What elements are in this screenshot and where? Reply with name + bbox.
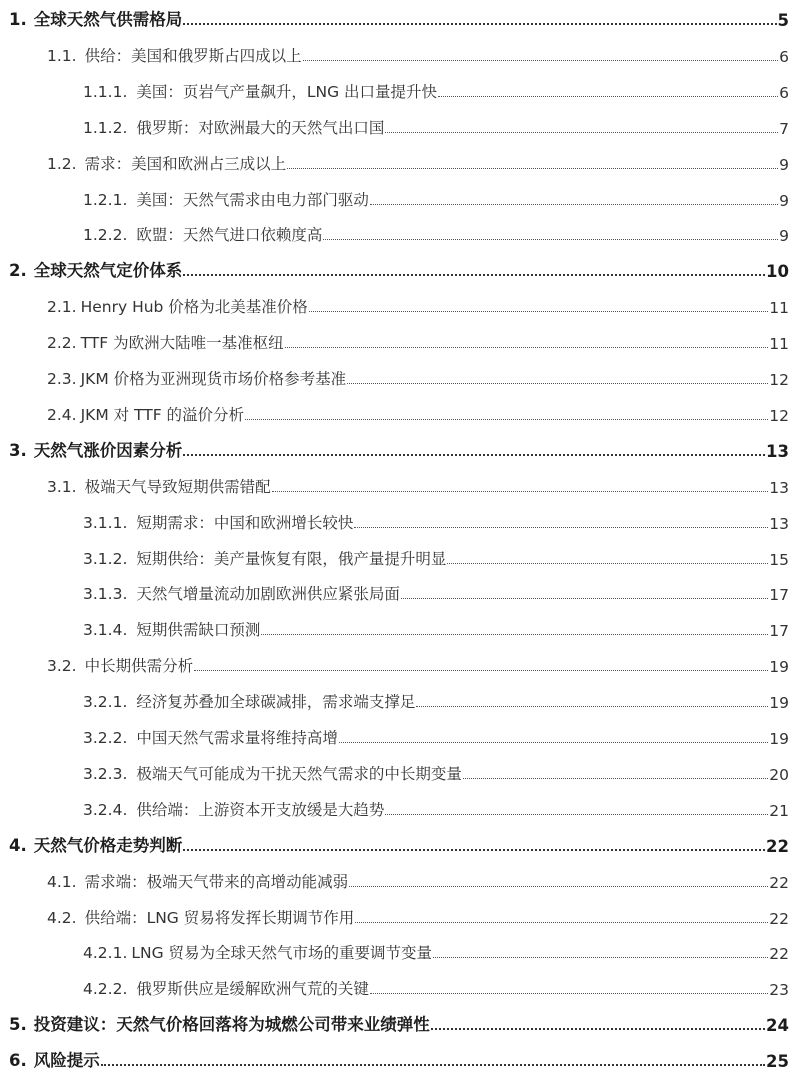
toc-entry-number: 4.2. — [47, 908, 77, 927]
toc-entry-title — [83, 80, 437, 102]
toc-entry-text: 供给端：上游资本开支放缓是大趋势 — [136, 800, 385, 819]
toc-entry-text: 天然气涨价因素分析 — [33, 440, 183, 460]
toc-entry-level-3[interactable] — [0, 794, 789, 820]
toc-entry-number: 4. — [9, 835, 27, 855]
toc-entry-page-number: 6 — [779, 83, 789, 102]
toc-entry-number: 1. — [9, 10, 27, 29]
toc-entry-page-number: 5 — [777, 11, 789, 30]
toc-entry-level-3[interactable] — [0, 578, 789, 604]
toc-entry-title — [83, 726, 338, 748]
toc-entry-level-2[interactable] — [0, 650, 789, 676]
toc-entry-number: 4.1. — [47, 872, 77, 891]
toc-entry-title — [47, 403, 244, 425]
toc-entry-number: 6. — [9, 1051, 27, 1071]
toc-entry-number: 4.2.2. — [83, 980, 128, 999]
toc-entry-text: 全球天然气定价体系 — [33, 261, 183, 281]
toc-entry-number: 5. — [9, 1015, 27, 1035]
toc-entry-number: 3.2. — [47, 657, 77, 676]
toc-entry-level-2[interactable] — [0, 399, 789, 425]
dot-leader — [287, 168, 778, 169]
toc-entry-number: 3. — [9, 440, 27, 460]
dot-leader — [355, 922, 768, 923]
toc-entry-title — [47, 654, 193, 676]
toc-entry-level-2[interactable] — [0, 327, 789, 353]
toc-entry-text: Henry Hub 价格为北美基准价格 — [80, 298, 308, 317]
toc-entry-page-number: 9 — [779, 191, 789, 210]
toc-entry-page-number: 22 — [769, 945, 789, 964]
toc-entry-level-2[interactable] — [0, 148, 789, 174]
toc-entry-text: 天然气价格走势判断 — [33, 835, 183, 855]
toc-entry-level-1[interactable] — [0, 435, 789, 461]
toc-entry-page-number: 22 — [766, 836, 789, 856]
dot-leader — [183, 454, 765, 456]
toc-entry-level-3[interactable] — [0, 112, 789, 138]
toc-entry-title — [47, 906, 354, 928]
dot-leader — [431, 1028, 765, 1030]
toc-entry-text: 短期需求：中国和欧洲增长较快 — [136, 513, 354, 532]
toc-entry-title — [83, 762, 462, 784]
toc-entry-page-number: 19 — [769, 658, 789, 677]
toc-entry-text: 极端天气导致短期供需错配 — [84, 477, 271, 496]
toc-entry-text: LNG 贸易为全球天然气市场的重要调节变量 — [131, 944, 433, 963]
toc-entry-level-3[interactable] — [0, 614, 789, 640]
toc-entry-title — [47, 331, 284, 353]
dot-leader — [261, 634, 768, 635]
dot-leader — [183, 849, 765, 851]
toc-entry-title — [9, 832, 182, 856]
toc-entry-number: 3.1.4. — [83, 621, 128, 640]
toc-entry-level-2[interactable] — [0, 866, 789, 892]
toc-entry-title — [83, 188, 369, 210]
toc-entry-title — [83, 116, 384, 138]
toc-entry-level-2[interactable] — [0, 291, 789, 317]
toc-entry-level-2[interactable] — [0, 471, 789, 497]
toc-entry-page-number: 22 — [769, 873, 789, 892]
toc-entry-number: 1.1. — [47, 46, 77, 65]
toc-entry-page-number: 20 — [769, 765, 789, 784]
toc-entry-title — [47, 44, 302, 66]
toc-entry-number: 3.2.2. — [83, 729, 128, 747]
toc-entry-title — [9, 1011, 430, 1035]
dot-leader — [370, 993, 768, 994]
dot-leader — [194, 670, 768, 671]
toc-entry-page-number: 13 — [769, 514, 789, 533]
toc-entry-text: JKM 对 TTF 的溢价分析 — [80, 405, 245, 424]
toc-entry-page-number: 12 — [769, 406, 789, 425]
toc-entry-number: 1.2.2. — [83, 226, 128, 245]
toc-entry-level-1[interactable] — [0, 255, 789, 281]
toc-entry-page-number: 24 — [766, 1016, 789, 1036]
dot-leader — [416, 706, 768, 707]
dot-leader — [438, 96, 778, 97]
toc-entry-level-2[interactable] — [0, 40, 789, 66]
toc-entry-level-3[interactable] — [0, 937, 789, 963]
toc-entry-text: 俄罗斯供应是缓解欧洲气荒的关键 — [136, 980, 369, 999]
toc-entry-level-1[interactable] — [0, 1009, 789, 1035]
toc-entry-title — [9, 437, 182, 461]
toc-entry-number: 1.2. — [47, 154, 77, 173]
dot-leader — [323, 239, 778, 240]
toc-entry-title — [9, 6, 182, 30]
toc-entry-number: 3.1. — [47, 477, 77, 496]
dot-leader — [354, 527, 768, 528]
toc-entry-number: 2.2. — [47, 334, 77, 353]
toc-entry-page-number: 6 — [779, 47, 789, 66]
toc-entry-page-number: 12 — [769, 371, 789, 389]
toc-entry-number: 4.2.1. — [83, 944, 128, 963]
toc-entry-number: 2. — [9, 261, 27, 281]
toc-entry-page-number: 9 — [779, 227, 789, 246]
toc-entry-page-number: 13 — [766, 441, 789, 461]
toc-entry-text: 短期供给：美产量恢复有限，俄产量提升明显 — [136, 549, 447, 568]
toc-entry-page-number: 25 — [766, 1052, 789, 1072]
toc-entry-text: JKM 价格为亚洲现货市场价格参考基准 — [80, 370, 347, 388]
toc-entry-number: 3.1.2. — [83, 549, 128, 568]
dot-leader — [385, 814, 768, 815]
toc-entry-text: 经济复苏叠加全球碳减排，需求端支撑足 — [136, 693, 416, 712]
toc-entry-text: TTF 为欧洲大陆唯一基准枢纽 — [80, 334, 284, 353]
toc-entry-page-number: 19 — [769, 730, 789, 748]
dot-leader — [303, 60, 779, 61]
toc-entry-page-number: 7 — [779, 119, 789, 138]
toc-entry-page-number: 21 — [769, 801, 789, 820]
toc-entry-level-3[interactable] — [0, 722, 789, 748]
toc-entry-number: 3.1.3. — [83, 585, 128, 604]
toc-entry-page-number: 15 — [769, 550, 789, 569]
toc-entry-text: 极端天气可能成为干扰天然气需求的中长期变量 — [136, 764, 462, 783]
toc-entry-title — [47, 295, 308, 317]
toc-entry-page-number: 17 — [769, 586, 789, 605]
toc-entry-title — [83, 798, 384, 820]
toc-entry-title — [9, 1047, 100, 1071]
toc-entry-level-2[interactable] — [0, 902, 789, 928]
dot-leader — [272, 491, 769, 492]
toc-entry-text: 俄罗斯：对欧洲最大的天然气出口国 — [136, 118, 385, 137]
toc-entry-text: 供给端：LNG 贸易将发挥长期调节作用 — [84, 908, 355, 927]
toc-entry-level-3[interactable] — [0, 76, 789, 102]
toc-entry-page-number: 11 — [769, 335, 789, 354]
toc-entry-level-1[interactable] — [0, 4, 789, 30]
toc-entry-title — [83, 223, 322, 245]
toc-entry-level-3[interactable] — [0, 973, 789, 999]
toc-entry-page-number: 23 — [769, 981, 789, 1000]
toc-entry-page-number: 22 — [769, 909, 789, 928]
toc-entry-text: 短期供需缺口预测 — [136, 621, 261, 640]
dot-leader — [349, 886, 768, 887]
toc-entry-level-3[interactable] — [0, 184, 789, 210]
toc-entry-text: 供给：美国和俄罗斯占四成以上 — [84, 46, 302, 65]
toc-entry-title — [83, 582, 400, 604]
toc-entry-text: 美国：天然气需求由电力部门驱动 — [136, 190, 369, 209]
toc-entry-text: 欧盟：天然气进口依赖度高 — [136, 226, 323, 245]
toc-entry-title — [9, 257, 182, 281]
toc-entry-level-3[interactable] — [0, 543, 789, 569]
toc-entry-text: 美国：页岩气产量飙升，LNG 出口量提升快 — [136, 82, 438, 101]
toc-entry-level-2[interactable] — [0, 363, 789, 389]
toc-entry-number: 3.2.1. — [83, 693, 128, 712]
toc-entry-number: 3.2.4. — [83, 800, 128, 819]
toc-entry-number: 2.1. — [47, 298, 77, 317]
toc-entry-number: 3.1.1. — [83, 513, 128, 532]
toc-entry-number: 1.1.2. — [83, 118, 128, 137]
dot-leader — [385, 132, 778, 133]
toc-entry-title — [83, 977, 369, 999]
toc-entry-number: 2.4. — [47, 405, 77, 424]
toc-entry-level-1[interactable] — [0, 830, 789, 856]
toc-entry-title — [47, 870, 348, 892]
dot-leader — [433, 957, 768, 958]
toc-entry-title — [47, 152, 286, 174]
toc-entry-text: 全球天然气供需格局 — [33, 10, 183, 29]
dot-leader — [347, 383, 768, 384]
toc-entry-page-number: 9 — [779, 155, 789, 174]
toc-entry-page-number: 17 — [769, 622, 789, 641]
toc-entry-number: 1.2.1. — [83, 190, 128, 209]
toc-entry-title — [47, 367, 346, 389]
toc-entry-text: 需求端：极端天气带来的高增动能减弱 — [84, 872, 349, 891]
dot-leader — [339, 742, 768, 743]
dot-leader — [245, 419, 768, 420]
dot-leader — [183, 274, 765, 276]
toc-entry-level-3[interactable] — [0, 219, 789, 245]
toc-entry-number: 3.2.3. — [83, 764, 128, 783]
dot-leader — [309, 311, 768, 312]
toc-entry-text: 投资建议：天然气价格回落将为城燃公司带来业绩弹性 — [33, 1015, 430, 1035]
dot-leader — [447, 563, 768, 564]
toc-entry-level-3[interactable] — [0, 758, 789, 784]
dot-leader — [285, 347, 769, 348]
toc-entry-title — [83, 618, 260, 640]
toc-entry-title — [83, 547, 446, 569]
toc-entry-text: 风险提示 — [33, 1051, 100, 1071]
toc-entry-text: 天然气增量流动加剧欧洲供应紧张局面 — [136, 585, 400, 604]
toc-entry-title — [83, 690, 415, 712]
dot-leader — [463, 778, 768, 779]
toc-entry-title — [83, 511, 353, 533]
toc-entry-level-1[interactable] — [0, 1045, 789, 1071]
toc-entry-page-number: 13 — [769, 478, 789, 497]
toc-entry-text: 中国天然气需求量将维持高增 — [136, 729, 338, 747]
toc-entry-page-number: 10 — [766, 262, 789, 282]
toc-entry-level-3[interactable] — [0, 507, 789, 533]
dot-leader — [370, 204, 778, 205]
toc-entry-text: 需求：美国和欧洲占三成以上 — [84, 154, 287, 173]
toc-entry-number: 1.1.1. — [83, 82, 128, 101]
toc-entry-level-3[interactable] — [0, 686, 789, 712]
dot-leader — [101, 1064, 765, 1066]
dot-leader — [183, 23, 776, 25]
toc-entry-title — [83, 941, 432, 963]
dot-leader — [401, 598, 768, 599]
toc-entry-page-number: 19 — [769, 694, 789, 713]
toc-entry-number: 2.3. — [47, 370, 77, 388]
toc-entry-page-number: 11 — [769, 299, 789, 318]
toc-entry-title — [47, 475, 271, 497]
toc-entry-text: 中长期供需分析 — [84, 657, 194, 676]
